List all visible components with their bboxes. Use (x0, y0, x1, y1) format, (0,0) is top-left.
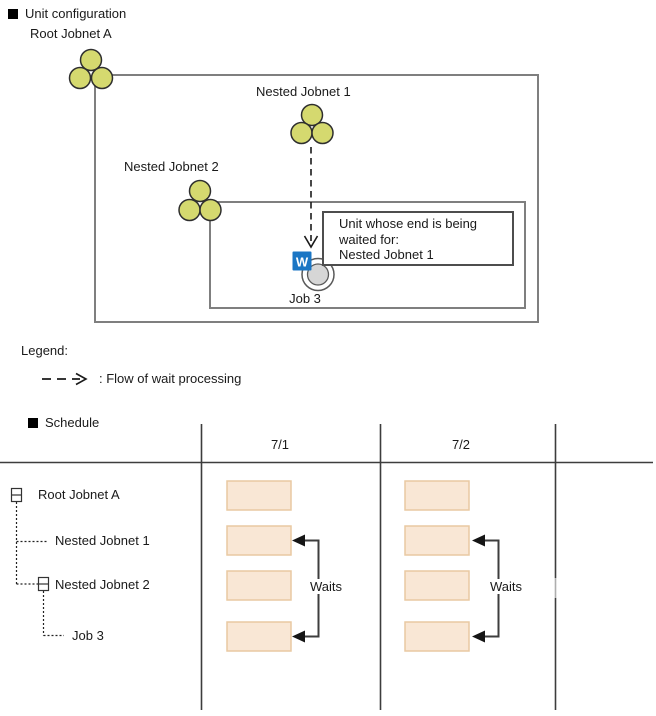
bar-nested2-7-1 (227, 571, 291, 600)
schedule-tree-lines (17, 502, 65, 636)
wait-target-callout (322, 211, 514, 266)
jobnet-icon-nested-2 (179, 181, 221, 221)
schedule-grid (0, 424, 653, 710)
row-label-root-jobnet: Root Jobnet A (38, 487, 120, 502)
callout-line-3: Nested Jobnet 1 (339, 247, 434, 262)
gantt-bars (227, 481, 469, 651)
tree-node-icon-root (12, 489, 22, 502)
legend-flow-label: : Flow of wait processing (99, 371, 242, 386)
schedule-heading-label: Schedule (45, 415, 100, 430)
column-header-7-2: 7/2 (451, 437, 471, 452)
row-label-job-3: Job 3 (72, 628, 104, 643)
bar-nested1-7-2 (405, 526, 469, 555)
bar-root-7-2 (405, 481, 469, 510)
bar-nested1-7-1 (227, 526, 291, 555)
callout-line-2: waited for: (339, 231, 399, 247)
job-3-label: Job 3 (289, 291, 321, 306)
bar-root-7-1 (227, 481, 291, 510)
row-label-nested-jobnet-2: Nested Jobnet 2 (55, 577, 150, 592)
bar-job3-7-2 (405, 622, 469, 651)
nested-jobnet-1-label: Nested Jobnet 1 (256, 84, 351, 99)
waits-label-7-2: Waits (484, 579, 528, 594)
heading-square-icon (8, 9, 18, 19)
nested-jobnet-2-label: Nested Jobnet 2 (124, 159, 219, 174)
wait-badge-letter: W (295, 254, 309, 270)
heading-square-icon (28, 418, 38, 428)
legend-dashed-arrow-icon (42, 374, 86, 385)
wait-flow-arrow-icon (305, 147, 318, 247)
waits-label-7-1: Waits (304, 579, 348, 594)
wait-badge-icon (293, 252, 312, 271)
legend-heading: Legend: (21, 343, 68, 358)
jobnet-icon-root (70, 50, 113, 89)
bar-nested2-7-2 (405, 571, 469, 600)
root-jobnet-label: Root Jobnet A (30, 26, 112, 41)
callout-line-1: Unit whose end is being (339, 216, 478, 231)
row-label-nested-jobnet-1: Nested Jobnet 1 (55, 533, 150, 548)
jobnet-icon-nested-1 (291, 105, 333, 144)
bar-job3-7-1 (227, 622, 291, 651)
schedule-heading (28, 415, 99, 430)
tree-node-icon-nested-2 (39, 578, 49, 591)
unit-config-heading (8, 6, 126, 21)
column-header-7-1: 7/1 (270, 437, 290, 452)
unit-config-heading-label: Unit configuration (25, 6, 127, 21)
